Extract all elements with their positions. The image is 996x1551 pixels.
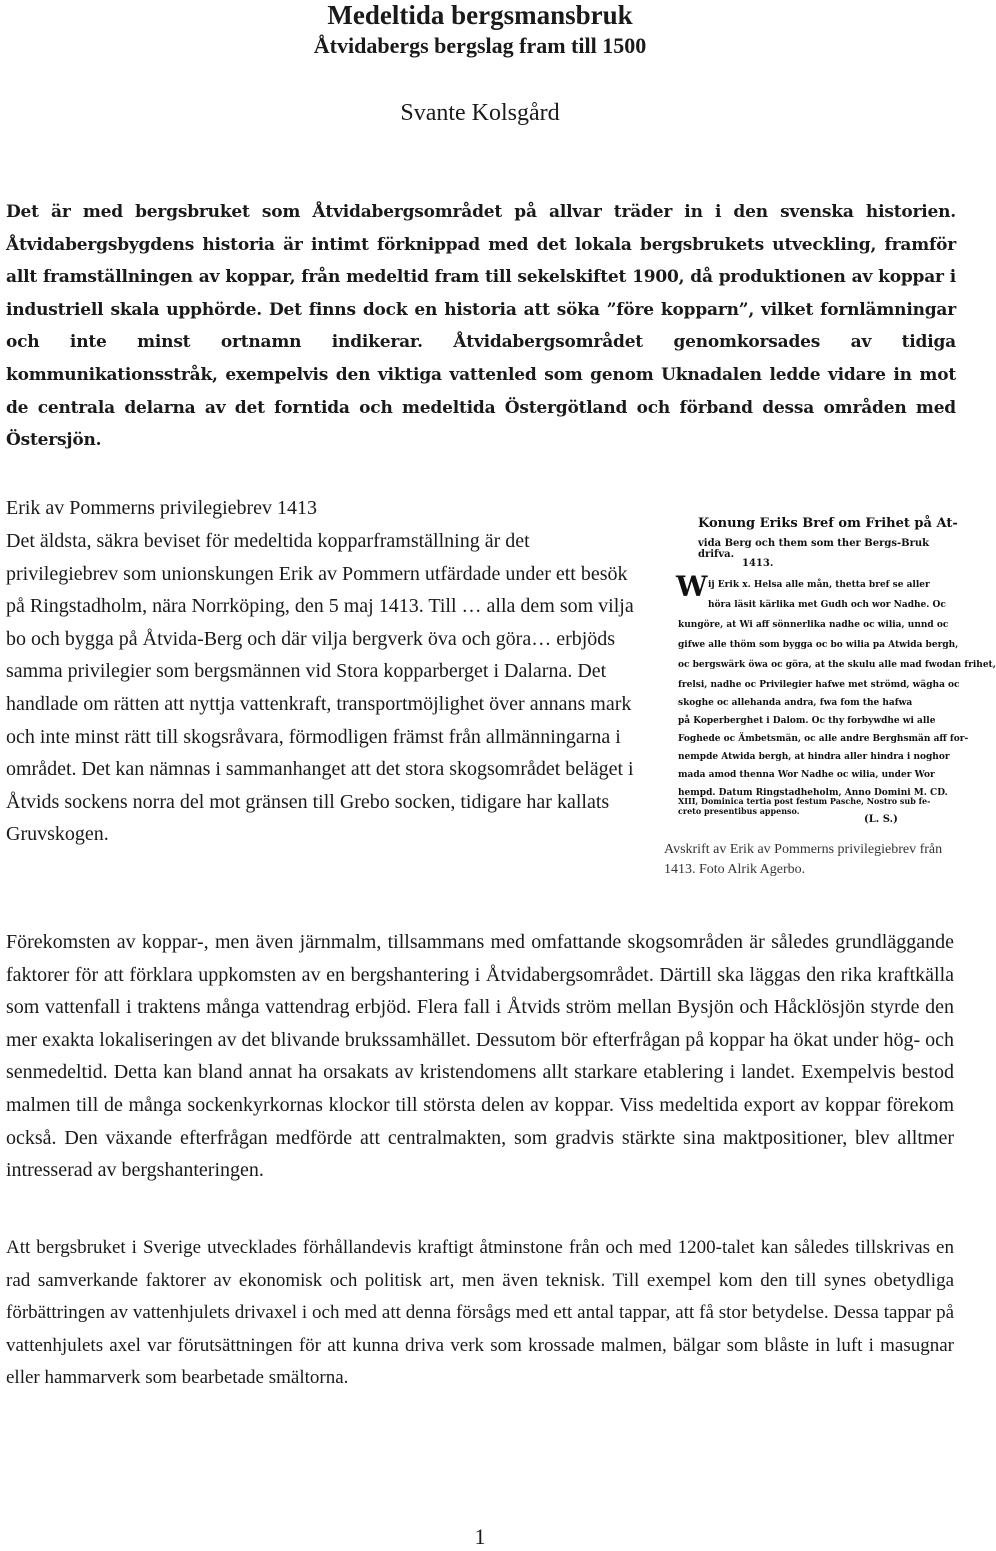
author-name: Svante Kolsgård [400,100,560,126]
letter-line: mada amod thenna Wor Nadhe oc wilia, under Wor [678,770,935,780]
letter-seal: (L. S.) [864,814,898,825]
letter-line: gifwe alle thöm som bygga oc bo wilia pa Atwida bergh, [678,640,959,650]
letter-title-line2: vida Berg och them som ther Bergs-Bruk drifva. [698,538,930,560]
letter-line: höra läsit kärlika met Gudh och wor Nadhe. Oc [708,600,946,610]
body-paragraph: Förekomsten av koppar-, men även järnmalm, tillsammans med omfattande skogsområden är således grundläggande faktorer för att förklara uppkomsten av en bergshantering i Åtvidabergsområdet. Därtill ska läggas den rika kraftkälla som vattenfall i traktens många vattendrag erbjöd. Flera fall i Åtvids ström mellan Bysjön och Håcklösjön styrde den mer exakta lokaliseringen av det blivande brukssamhället. Dessutom bör efterfrågan på koppar ha ökat under hög- och senmedeltid. Detta kan bland annat ha orsakats av kristendomens allt starkare etablering i landet. Exempelvis bestod malmen till de många sockenkyrkornas klockor till största delen av koppar. Viss medeltida export av koppar förekom också. Den växande efterfrågan medförde att centralmakten, som gradvis stärkte sina maktpositioner, blev alltmer intresserad av bergshanteringen. [6,931,955,1182]
letter-line: creto presentibus appenso. [678,806,800,816]
document-subtitle: Åtvidabergs bergslag fram till 1500 [313,33,647,58]
figure-caption: Avskrift av Erik av Pommerns privilegiebrev från 1413. Foto Alrik Agerbo. [664,842,943,877]
body-paragraph: Att bergsbruket i Sverige utvecklades förhållandevis kraftigt åtminstone från och med 1200-talet kan således tillskrivas en rad samverkande faktorer av ekonomisk och politisk art, men även teknisk. Till exempel kom den till synes obetydliga förbättringen av vattenhjulets drivaxel i och med att denna försågs med ett antal tappar, att få stor betydelse. Dessa tappar på vattenhjulets axel var förutsättningen för att kunna driva verk som krossade malmen, bälgar som blåste in luft i masugnar eller hammarverk som bearbetade smältorna. [6,1237,954,1389]
letter-line: Foghede oc Ämbetsmän, oc alle andre Berghsmän aff for- [678,734,969,744]
letter-line: på Koperberghet i Dalom. Oc thy forbywdhe wi alle [678,716,936,726]
letter-line: kungöre, at Wi aff sönnerlika nadhe oc wilia, unnd oc [678,620,949,630]
intro-paragraph: Det är med bergsbruket som Åtvidabergsområdet på allvar träder in i den svenska historien. Åtvidabergsbygdens historia är intimt förknippad med det lokala bergsbrukets utveckling, framför allt framställningen av koppar, från medeltid fram till sekelskiftet 1900, då produktionen av koppar i industriell skala upphörde. Det finns dock en historia att söka ”före kopparn”, vilket fornlämningar och inte minst ortnamn indikerar. Åtvidabergsområdet genomkorsades av tidiga kommunikationsstråk, exempelvis den viktiga vattenled som genom Uknadalen ledde vidare in mot de centrala delarna av det forntida och medeltida Östergötland och förband dessa områden med Östersjön. [6,202,956,451]
letter-line: frelsi, nadhe oc Privilegier hafwe met strömd, wägha oc [678,680,960,690]
letter-title: Konung Eriks Bref om Frihet på At- [698,516,958,531]
letter-line: nempde Atwida bergh, at hindra aller hindra i noghor [678,752,950,762]
letter-line: hempd. Datum Ringstadheholm, Anno Domini M. CD. [678,788,948,798]
letter-line: oc bergswärk öwa oc göra, at the skulu alle mad fwodan frihet, [678,660,996,670]
letter-year: 1413. [742,558,774,569]
document-title: Medeltida bergsmansbruk [327,0,633,30]
letter-line: skoghe oc allehanda andra, fwa fom the hafwa [678,698,913,708]
letter-initial: W [676,570,708,603]
page-number: 1 [474,1524,486,1549]
section-paragraph: Det äldsta, säkra beviset för medeltida kopparframställning är det privilegiebrev som unionskungen Erik av Pommern utfärdade under ett besök på Ringstadholm, nära Norrköping, den 5 maj 1413. Till … alla dem som vilja bo och bygga på Åtvida-Berg och där vilja bergverk öva och göra… erbjöds samma privilegier som bergsmännen vid Stora kopparberget i Dalarna. Det handlade om rätten att nyttja vattenkraft, transportmöjlighet över annans mark och inte minst rätt till skogsråvara, förmodligen främst från allmänningarna i området. Det kan nämnas i sammanhanget att det stora skogsområdet beläget i Åtvids sockens norra del mot gränsen till Grebo socken, tidigare har kallats Gruvskogen. [6,530,634,846]
section-heading: Erik av Pommerns privilegiebrev 1413 [6,497,318,519]
letter-line: ij Erik x. Helsa alle mån, thetta bref se aller [708,580,930,590]
letter-line: XIII, Dominica tertia post festum Pasche, Nostro sub fe- [678,796,931,806]
privilege-letter-image [664,510,996,832]
